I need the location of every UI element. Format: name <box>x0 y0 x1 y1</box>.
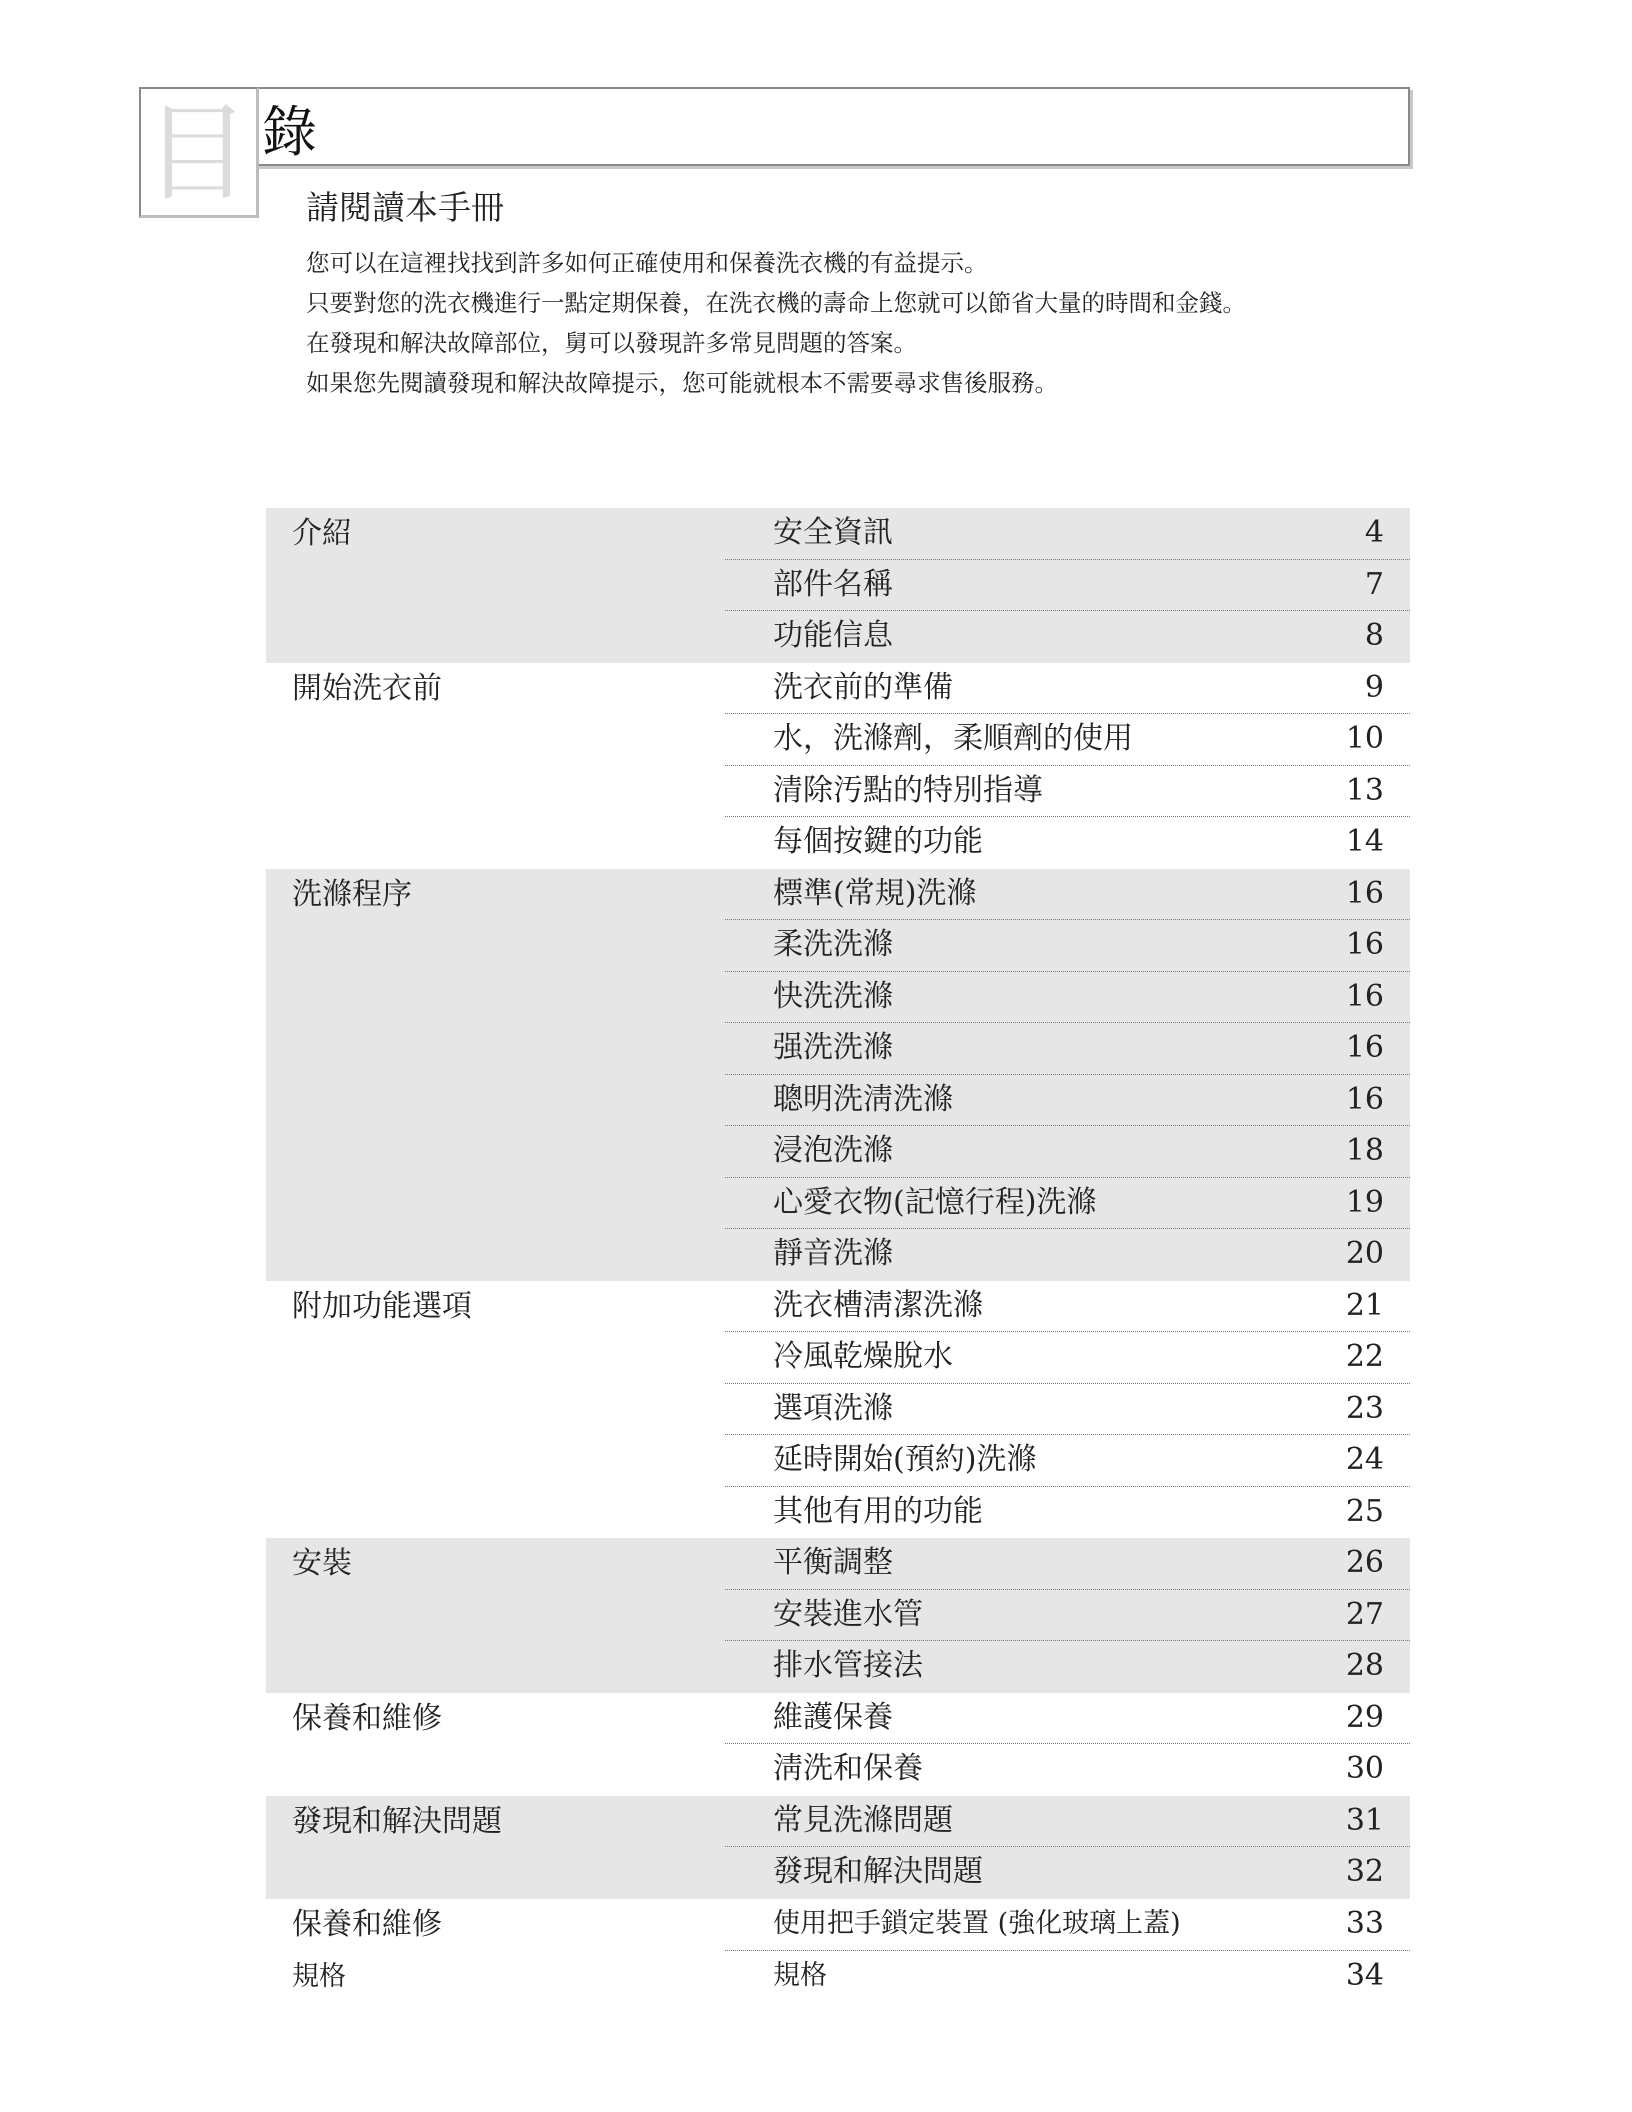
toc-group-installation <box>266 1538 1410 1693</box>
toc-entry-page: 10 <box>1345 721 1384 756</box>
toc-entry-page: 9 <box>1364 669 1384 705</box>
toc-entry[interactable] <box>725 1435 1410 1487</box>
toc-section-label: 安裝 <box>292 1546 352 1581</box>
toc-entry[interactable] <box>725 1744 1410 1796</box>
toc-entry[interactable] <box>725 611 1410 663</box>
toc-group-maintenance <box>266 1693 1410 1796</box>
toc-entry-title: 冷風乾燥脫水 <box>773 1339 953 1374</box>
toc-section-label: 發現和解決問題 <box>292 1803 502 1839</box>
toc-entry-title: 功能信息 <box>773 618 893 653</box>
toc-group-troubleshooting <box>266 1796 1410 1899</box>
toc-entry[interactable] <box>725 766 1410 818</box>
toc-entry-page: 19 <box>1345 1184 1384 1220</box>
toc-entry-page: 24 <box>1345 1442 1384 1477</box>
toc-section-label: 洗滌程序 <box>292 876 412 912</box>
intro-line: 如果您先閱讀發現和解決故障提示，您可能就根本不需要尋求售後服務。 <box>306 369 1058 397</box>
toc-entry-page: 16 <box>1345 1081 1384 1117</box>
toc-group-handle-lock <box>266 1899 1410 1951</box>
toc-entry-page: 21 <box>1345 1287 1384 1323</box>
page-subtitle: 請閱讀本手冊 <box>306 188 504 227</box>
title-second-char: 錄 <box>262 100 318 164</box>
toc-entry-title: 洗衣槽淸潔洗滌 <box>773 1287 983 1323</box>
intro-line: 您可以在這裡找找到許多如何正確使用和保養洗衣機的有益提示。 <box>306 249 988 277</box>
toc-entry-title: 維護保養 <box>773 1699 893 1735</box>
toc-entry[interactable] <box>725 663 1410 715</box>
toc-entry-title: 淸洗和保養 <box>773 1751 923 1786</box>
toc-entry-title: 規格 <box>773 1960 827 1991</box>
toc-entry-page: 31 <box>1345 1802 1384 1838</box>
toc-entry-page: 13 <box>1345 772 1384 808</box>
toc-entry-title: 標準(常規)洗滌 <box>773 875 977 911</box>
toc-entry-title: 排水管接法 <box>773 1648 923 1683</box>
toc-entry-title: 平衡調整 <box>773 1545 893 1580</box>
toc-entry-title: 使用把手鎖定裝置 (強化玻璃上蓋) <box>773 1907 1181 1939</box>
toc-entry[interactable] <box>725 714 1410 766</box>
toc-entry[interactable] <box>725 1178 1410 1230</box>
toc-entry-title: 靜音洗滌 <box>773 1236 893 1271</box>
toc-entry-page: 26 <box>1345 1545 1384 1580</box>
toc-group-specifications <box>266 1951 1410 2003</box>
toc-entry[interactable] <box>725 1332 1410 1384</box>
toc-entry-page: 7 <box>1364 566 1384 602</box>
toc-entry-page: 16 <box>1345 1030 1384 1065</box>
toc-entry-title: 洗衣前的準備 <box>773 669 953 705</box>
toc-entry[interactable] <box>725 1281 1410 1333</box>
toc-group-wash-programs <box>266 869 1410 1281</box>
toc-entry-title: 選項洗滌 <box>773 1390 893 1426</box>
toc-entry-page: 4 <box>1364 515 1384 550</box>
toc-entry[interactable] <box>725 1951 1410 2003</box>
toc-entry-page: 25 <box>1345 1493 1384 1529</box>
toc-section-label: 介紹 <box>292 516 352 551</box>
toc-entry[interactable] <box>725 1641 1410 1693</box>
toc-entry-title: 部件名稱 <box>773 566 893 602</box>
toc-entry-title: 安裝進水管 <box>773 1596 923 1632</box>
intro-paragraph <box>306 243 1456 403</box>
toc-entry-title: 心愛衣物(記憶行程)洗滌 <box>773 1184 1097 1220</box>
toc-entry-page: 18 <box>1345 1133 1384 1168</box>
toc-entry-title: 强洗洗滌 <box>773 1030 893 1065</box>
toc-entry-page: 20 <box>1345 1236 1384 1271</box>
toc-entry-page: 16 <box>1345 875 1384 911</box>
toc-entry-page: 14 <box>1345 824 1384 859</box>
toc-section-label: 附加功能選項 <box>292 1288 472 1324</box>
toc-entry-title: 發現和解決問題 <box>773 1854 983 1889</box>
toc-entry-title: 柔洗洗滌 <box>773 927 893 962</box>
toc-section-label: 規格 <box>292 1961 346 1992</box>
toc-section-label: 保養和維修 <box>292 1700 442 1736</box>
toc-entry[interactable] <box>725 1126 1410 1178</box>
toc-entry-page: 27 <box>1345 1596 1384 1632</box>
toc-entry[interactable] <box>725 1538 1410 1590</box>
toc-entry-page: 29 <box>1345 1699 1384 1735</box>
toc-entry-title: 快洗洗滌 <box>773 978 893 1014</box>
toc-entry-title: 聰明洗淸洗滌 <box>773 1081 953 1117</box>
title-banner <box>141 87 1410 166</box>
toc-section-label: 開始洗衣前 <box>292 670 442 706</box>
toc-entry[interactable] <box>725 817 1410 869</box>
toc-section-label: 保養和維修 <box>292 1906 442 1942</box>
toc-entry-page: 23 <box>1345 1390 1384 1426</box>
toc-entry-title: 其他有用的功能 <box>773 1493 983 1529</box>
toc-entry-page: 22 <box>1345 1339 1384 1374</box>
toc-entry[interactable] <box>725 1384 1410 1436</box>
toc-group-intro <box>266 508 1410 663</box>
intro-line: 在發現和解決故障部位，舅可以發現許多常見問題的答案。 <box>306 329 917 357</box>
toc-entry-page: 28 <box>1345 1648 1384 1683</box>
toc-entry[interactable] <box>725 1023 1410 1075</box>
toc-entry-title: 水，洗滌劑，柔順劑的使用 <box>773 721 1133 756</box>
toc-entry-page: 32 <box>1345 1854 1384 1889</box>
table-of-contents <box>266 508 1410 2003</box>
intro-line: 只要對您的洗衣機進行一點定期保養，在洗衣機的壽命上您就可以節省大量的時間和金錢。 <box>306 289 1246 317</box>
toc-entry[interactable] <box>725 1796 1410 1848</box>
toc-entry[interactable] <box>725 508 1410 560</box>
toc-entry[interactable] <box>725 869 1410 921</box>
toc-entry-page: 34 <box>1345 1958 1384 1993</box>
toc-entry[interactable] <box>725 560 1410 612</box>
toc-entry-page: 30 <box>1345 1751 1384 1786</box>
toc-entry-title: 每個按鍵的功能 <box>773 824 983 859</box>
toc-entry[interactable] <box>725 1590 1410 1642</box>
toc-entry[interactable] <box>725 1487 1410 1539</box>
toc-entry[interactable] <box>725 972 1410 1024</box>
toc-group-before-washing <box>266 663 1410 869</box>
toc-entry-page: 16 <box>1345 978 1384 1014</box>
toc-entry[interactable] <box>725 1229 1410 1281</box>
toc-entry-page: 8 <box>1364 618 1384 653</box>
toc-entry[interactable] <box>725 1075 1410 1127</box>
toc-entry[interactable] <box>725 1693 1410 1745</box>
toc-entry-title: 常見洗滌問題 <box>773 1802 953 1838</box>
title-first-char-box <box>139 87 259 218</box>
toc-entry-title: 浸泡洗滌 <box>773 1133 893 1168</box>
toc-entry-page: 33 <box>1345 1905 1384 1941</box>
toc-group-extra-functions <box>266 1281 1410 1539</box>
toc-entry-title: 安全資訊 <box>773 515 893 550</box>
toc-entry-title: 清除汚點的特別指導 <box>773 772 1043 808</box>
toc-entry-title: 延時開始(預約)洗滌 <box>773 1442 1037 1477</box>
toc-entry[interactable] <box>725 1847 1410 1899</box>
toc-entry[interactable] <box>725 1899 1410 1951</box>
toc-entry[interactable] <box>725 920 1410 972</box>
title-first-char: 目 <box>144 92 250 215</box>
toc-entry-page: 16 <box>1345 927 1384 962</box>
